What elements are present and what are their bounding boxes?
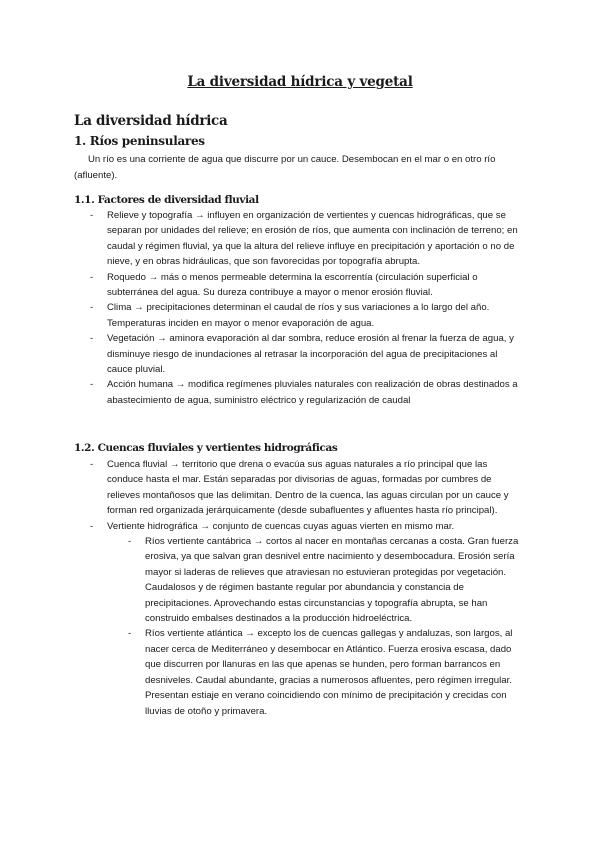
- bullet-dash: -: [90, 520, 94, 532]
- factor-rock: Roquedo → más o menos permeable determina la escorrentía (circulación superficial o subterránea del agua. Su dureza contribuye a mayor o menor erosión fluvial.: [107, 271, 478, 299]
- basins-heading: 1.2. Cuencas fluviales y vertientes hidrográficas: [74, 442, 338, 454]
- list-item: [0, 208, 525, 270]
- bullet-dash: -: [90, 210, 94, 221]
- cantabrian-rivers: Ríos vertiente cantábrica → cortos al nacer en montañas cercanas a costa. Gran fuerza erosiva, ya que salvan gran desnivel entre nacimiento y desembocadura. Erosión sería mayor si laderas de relieves que atraviesan no estuvieran protegidas por vegetación. Caudalosos y de régimen bastante regular por abundancia y constancia de precipitaciones. Aprovechando estas circunstancias y topografía abrupta, se han construido embalses destinados a la producción hidroeléctrica.: [145, 536, 519, 625]
- bullet-dash: -: [90, 459, 94, 470]
- bullet-dash: -: [128, 536, 132, 548]
- list-item: [0, 331, 525, 377]
- factors-list: [0, 208, 600, 408]
- factor-human: Acción humana → modifica regímenes pluviales naturales con realización de obras destinados a abastecimiento de agua, suministro eléctrico y regularización de caudal: [107, 379, 518, 406]
- sub-list-item: [0, 534, 523, 626]
- subsection-heading: 1. Ríos peninsulares: [74, 134, 205, 148]
- watershed-definition: Vertiente hidrográfica → conjunto de cuencas cuyas aguas vierten en mismo mar.: [107, 520, 455, 532]
- basin-definition: Cuenca fluvial → territorio que drena o evacúa sus aguas naturales a río principal que las conduce hasta el mar. Están separadas por divisorias de aguas, formadas por cumbres de relieves montañosos que las delimitan. Dentro de la cuenca, las aguas circulan por un cauce y forman red organizada jerárquicamente (desde subafluentes y afluentes hasta río principal).: [107, 459, 509, 517]
- factor-relief: Relieve y topografía → influyen en organización de vertientes y cuencas hidrográficas, que se separan por unidades del relieve; en erosión de ríos, que aumenta con inclinación de terreno; en caudal y régimen fluvial, ya que la altura del relieve influye en precipitación y aportación o no de nieve, y en obras hidráulicas, que son favorecidas por topografía abrupta.: [107, 210, 518, 268]
- section-heading: La diversidad hídrica: [74, 113, 228, 129]
- sub-list-item: [0, 626, 523, 718]
- bullet-dash: -: [90, 302, 94, 314]
- intro-paragraph: [74, 152, 534, 184]
- list-item: [0, 377, 525, 408]
- atlantic-rivers: Ríos vertiente atlántica → excepto los de cuencas gallegas y andaluzas, son largos, al nacer cerca de Mediterráneo y desembocar en Atlántico. Fuerza erosiva escasa, dado que discurren por llanuras en las que apenas se hunden, pero forman barrancos en desniveles. Caudal abundante, gracias a numerosos afluentes, pero régimen irregular. Presentan estiaje en verano coincidiendo con mínimo de precipitación y crecidas con lluvias de otoño y primavera.: [145, 628, 513, 717]
- bullet-dash: -: [90, 333, 94, 345]
- document-title: La diversidad hídrica y vegetal: [187, 74, 413, 90]
- bullet-dash: -: [128, 628, 132, 640]
- intro-text: Un río es una corriente de agua que discurre por un cauce. Desembocan en el mar o en otro río (afluente).: [74, 154, 496, 181]
- factor-vegetation: Vegetación → aminora evaporación al dar sombra, reduce erosión al frenar la fuerza de agua, y disminuye riesgo de inundaciones al retrasar la incorporación del agua de precipitaciones al cauce pluvial.: [107, 333, 514, 376]
- list-item: [0, 300, 525, 331]
- bullet-dash: -: [90, 271, 94, 283]
- basins-list: [0, 457, 600, 719]
- bullet-dash: -: [90, 379, 94, 391]
- list-item: [0, 457, 525, 519]
- list-item: [0, 270, 525, 301]
- factor-climate: Clima → precipitaciones determinan el caudal de ríos y sus variaciones a lo largo del año. Temperaturas inciden en mayor o menor evaporación de agua.: [107, 302, 490, 329]
- list-item: [0, 519, 525, 534]
- factors-heading: 1.1. Factores de diversidad fluvial: [74, 194, 259, 206]
